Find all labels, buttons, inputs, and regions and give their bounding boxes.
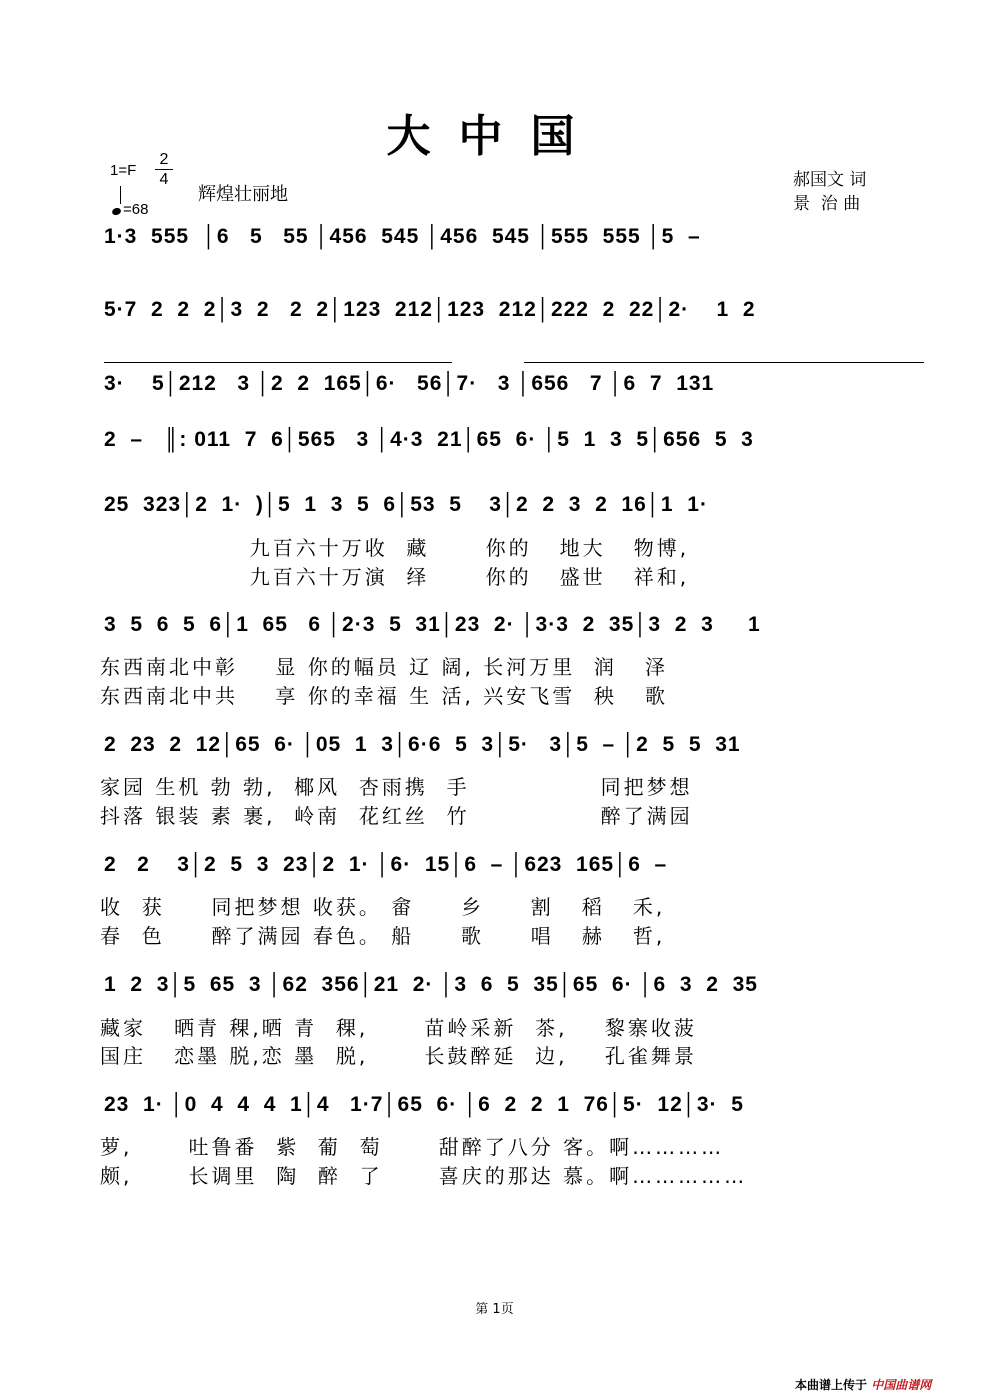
score-system-6 bbox=[104, 613, 924, 653]
score-system-10 bbox=[104, 1093, 924, 1133]
notation-line: 2 23 2 12│65 6· │05 1 3│6·6 5 3│5· 3│5 – │2 5 5 31 bbox=[104, 733, 741, 756]
time-signature-top: 2 bbox=[159, 151, 169, 168]
notation-line: 25 323│2 1· )│5 1 3 5 6│53 5 3│2 2 3 2 16│1 1· bbox=[104, 493, 708, 516]
lyric-verse-1: 萝, 吐鲁番 紫 葡 萄 甜醉了八分 客。啊………… bbox=[100, 1135, 725, 1159]
expression-marking: 辉煌壮丽地 bbox=[198, 184, 288, 205]
lyric-verse-1: 收 获 同把梦想 收获。 畲 乡 割 稻 禾, bbox=[100, 895, 666, 919]
score-system-5 bbox=[104, 493, 924, 533]
site-logo: 中国曲谱网 bbox=[871, 1378, 932, 1392]
tempo-value: =68 bbox=[123, 201, 149, 218]
lyric-verse-2: 抖落 银装 素 裹, 岭南 花红丝 竹 醉了满园 bbox=[100, 804, 693, 828]
score-system-4 bbox=[104, 428, 924, 468]
lyric-verse-1: 东西南北中彰 显 你的幅员 辽 阔, 长河万里 润 泽 bbox=[100, 655, 669, 679]
time-signature bbox=[155, 151, 173, 188]
notation-line: 3 5 6 5 6│1 65 6 │2·3 5 31│23 2· │3·3 2 35│3 2 3 1 bbox=[104, 613, 761, 636]
quarter-note-icon bbox=[111, 207, 122, 217]
notation-line: 2 2 3│2 5 3 23│2 1· │6· 15│6 – │623 165│6 – bbox=[104, 853, 668, 876]
lyric-verse-2: 国庄 恋墨 脱,恋 墨 脱, 长鼓醉延 边, 孔雀舞景 bbox=[100, 1044, 697, 1068]
score-system-7 bbox=[104, 733, 924, 773]
score-system-2 bbox=[104, 298, 924, 338]
score-system-3 bbox=[104, 372, 924, 412]
lyric-verse-2: 九百六十万演 绎 你的 盛世 祥和, bbox=[100, 565, 690, 589]
lyric-verse-1: 藏家 晒青 稞,晒 青 稞, 苗岭采新 茶, 黎寨收菠 bbox=[100, 1016, 697, 1040]
upload-credit bbox=[795, 1376, 931, 1393]
notation-line: 1·3 555 │6 5 55 │456 545 │456 545 │555 555 │5 – bbox=[104, 225, 701, 248]
tie-arc bbox=[104, 362, 452, 363]
tempo-marking bbox=[112, 196, 148, 218]
score-system-8 bbox=[104, 853, 924, 893]
score-system-1 bbox=[104, 225, 924, 265]
composer-credit: 景 治 曲 bbox=[793, 194, 861, 214]
lyric-verse-2: 颇, 长调里 陶 醉 了 喜庆的那达 慕。啊…………… bbox=[100, 1164, 748, 1188]
lyric-verse-2: 春 色 醉了满园 春色。 船 歌 唱 赫 哲, bbox=[100, 924, 666, 948]
score-title: 大中国 bbox=[386, 111, 603, 162]
notation-line: 2 – ║: 011 7 6│565 3 │4·3 21│65 6· │5 1 3 5│656 5 3 bbox=[104, 428, 754, 451]
lyric-verse-1: 九百六十万收 藏 你的 地大 物博, bbox=[100, 536, 690, 560]
lyric-verse-2: 东西南北中共 享 你的幸福 生 活, 兴安飞雪 秧 歌 bbox=[100, 684, 669, 708]
notation-line: 5·7 2 2 2│3 2 2 2│123 212│123 212│222 2 22│2· 1 2 bbox=[104, 298, 756, 321]
notation-line: 3· 5│212 3 │2 2 165│6· 56│7· 3 │656 7 │6 7 131 bbox=[104, 372, 715, 395]
lyric-verse-1: 家园 生机 勃 勃, 椰风 杏雨携 手 同把梦想 bbox=[100, 775, 693, 799]
upload-text: 本曲谱上传于 bbox=[795, 1378, 868, 1392]
note-stem bbox=[120, 186, 121, 204]
notation-line: 23 1· │0 4 4 4 1│4 1·7│65 6· │6 2 2 1 76│5· 12│3· 5 bbox=[104, 1093, 744, 1116]
time-signature-divider bbox=[155, 169, 173, 170]
score-system-9 bbox=[104, 973, 924, 1013]
page-number: 第 1页 bbox=[475, 1302, 514, 1317]
notation-line: 1 2 3│5 65 3 │62 356│21 2· │3 6 5 35│65 6· │6 3 2 35 bbox=[104, 973, 758, 996]
lyricist-credit: 郝国文 词 bbox=[793, 170, 867, 190]
key-signature: 1=F bbox=[110, 162, 137, 179]
tie-arc bbox=[524, 362, 924, 363]
time-signature-bottom: 4 bbox=[159, 171, 169, 188]
